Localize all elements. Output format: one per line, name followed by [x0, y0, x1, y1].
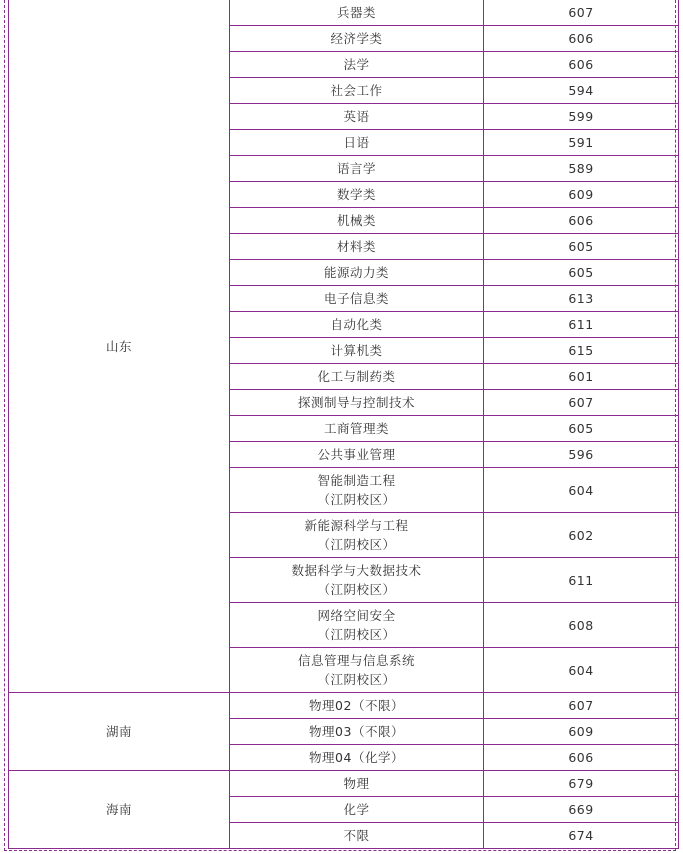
- major-name-line: 工商管理类: [323, 421, 389, 436]
- score-cell: 599: [484, 104, 679, 130]
- province-cell: 海南: [9, 771, 230, 849]
- major-name-line: 数据科学与大数据技术: [291, 563, 422, 578]
- major-name-line: 新能源科学与工程: [304, 518, 409, 533]
- major-cell: [230, 513, 484, 558]
- major-name-line: 计算机类: [330, 343, 383, 358]
- score-cell: 613: [484, 286, 679, 312]
- score-cell: 606: [484, 26, 679, 52]
- major-name-line: （江阴校区）: [317, 627, 396, 642]
- major-name-line: 经济学类: [330, 31, 383, 46]
- major-cell: [230, 390, 484, 416]
- major-cell: [230, 364, 484, 390]
- major-name-line: 化学: [343, 802, 370, 817]
- major-cell: [230, 130, 484, 156]
- score-cell: 609: [484, 719, 679, 745]
- score-cell: 606: [484, 208, 679, 234]
- major-name-line: 日语: [343, 135, 370, 150]
- major-cell: [230, 182, 484, 208]
- admission-score-table: [8, 0, 679, 849]
- major-name-line: 英语: [343, 109, 370, 124]
- major-name-line: 化工与制药类: [317, 369, 396, 384]
- major-cell: [230, 823, 484, 849]
- score-cell: 605: [484, 234, 679, 260]
- score-cell: 591: [484, 130, 679, 156]
- major-name-line: 网络空间安全: [317, 608, 396, 623]
- major-name-line: 物理03（不限）: [309, 724, 404, 739]
- major-cell: [230, 234, 484, 260]
- major-name-line: 数学类: [336, 187, 376, 202]
- major-cell: [230, 156, 484, 182]
- score-cell: 679: [484, 771, 679, 797]
- score-cell: 607: [484, 693, 679, 719]
- major-name-line: 公共事业管理: [317, 447, 396, 462]
- score-cell: 604: [484, 648, 679, 693]
- score-cell: 605: [484, 416, 679, 442]
- major-name-line: 材料类: [336, 239, 376, 254]
- score-cell: 605: [484, 260, 679, 286]
- major-cell: [230, 286, 484, 312]
- major-cell: [230, 693, 484, 719]
- score-cell: 602: [484, 513, 679, 558]
- major-cell: [230, 208, 484, 234]
- score-cell: 607: [484, 0, 679, 26]
- major-cell: [230, 416, 484, 442]
- major-name-line: 物理02（不限）: [309, 698, 404, 713]
- score-cell: 594: [484, 78, 679, 104]
- major-name-line: （江阴校区）: [317, 672, 396, 687]
- score-cell: 604: [484, 468, 679, 513]
- major-cell: [230, 0, 484, 26]
- major-name-line: 法学: [343, 57, 370, 72]
- score-cell: 669: [484, 797, 679, 823]
- score-cell: 615: [484, 338, 679, 364]
- major-cell: [230, 797, 484, 823]
- major-name-line: （江阴校区）: [317, 492, 396, 507]
- major-cell: [230, 104, 484, 130]
- major-cell: [230, 26, 484, 52]
- major-name-line: 信息管理与信息系统: [297, 653, 415, 668]
- major-name-line: 能源动力类: [323, 265, 389, 280]
- major-name-line: 探测制导与控制技术: [297, 395, 415, 410]
- major-cell: [230, 52, 484, 78]
- major-cell: [230, 442, 484, 468]
- major-name-line: 机械类: [336, 213, 376, 228]
- major-name-line: 自动化类: [330, 317, 383, 332]
- table-body: [9, 0, 679, 849]
- score-cell: 606: [484, 52, 679, 78]
- major-cell: [230, 719, 484, 745]
- score-cell: 596: [484, 442, 679, 468]
- major-cell: [230, 745, 484, 771]
- major-name-line: 智能制造工程: [317, 473, 396, 488]
- major-cell: [230, 78, 484, 104]
- major-name-line: 兵器类: [336, 5, 376, 20]
- table-row: [9, 0, 679, 26]
- province-cell: 山东: [9, 0, 230, 693]
- major-cell: [230, 603, 484, 648]
- major-name-line: （江阴校区）: [317, 582, 396, 597]
- major-cell: [230, 468, 484, 513]
- score-cell: 609: [484, 182, 679, 208]
- major-cell: [230, 558, 484, 603]
- score-cell: 601: [484, 364, 679, 390]
- major-cell: [230, 260, 484, 286]
- major-cell: [230, 771, 484, 797]
- major-name-line: （江阴校区）: [317, 537, 396, 552]
- major-name-line: 物理: [343, 776, 370, 791]
- major-name-line: 不限: [343, 828, 370, 843]
- major-name-line: 物理04（化学）: [309, 750, 404, 765]
- major-cell: [230, 312, 484, 338]
- score-cell: 611: [484, 558, 679, 603]
- major-name-line: 语言学: [336, 161, 376, 176]
- score-cell: 611: [484, 312, 679, 338]
- table-row: [9, 693, 679, 719]
- score-cell: 606: [484, 745, 679, 771]
- score-cell: 674: [484, 823, 679, 849]
- province-cell: 湖南: [9, 693, 230, 771]
- score-cell: 589: [484, 156, 679, 182]
- score-cell: 608: [484, 603, 679, 648]
- major-name-line: 电子信息类: [323, 291, 389, 306]
- major-cell: [230, 338, 484, 364]
- major-cell: [230, 648, 484, 693]
- major-name-line: 社会工作: [330, 83, 383, 98]
- table-row: [9, 771, 679, 797]
- score-cell: 607: [484, 390, 679, 416]
